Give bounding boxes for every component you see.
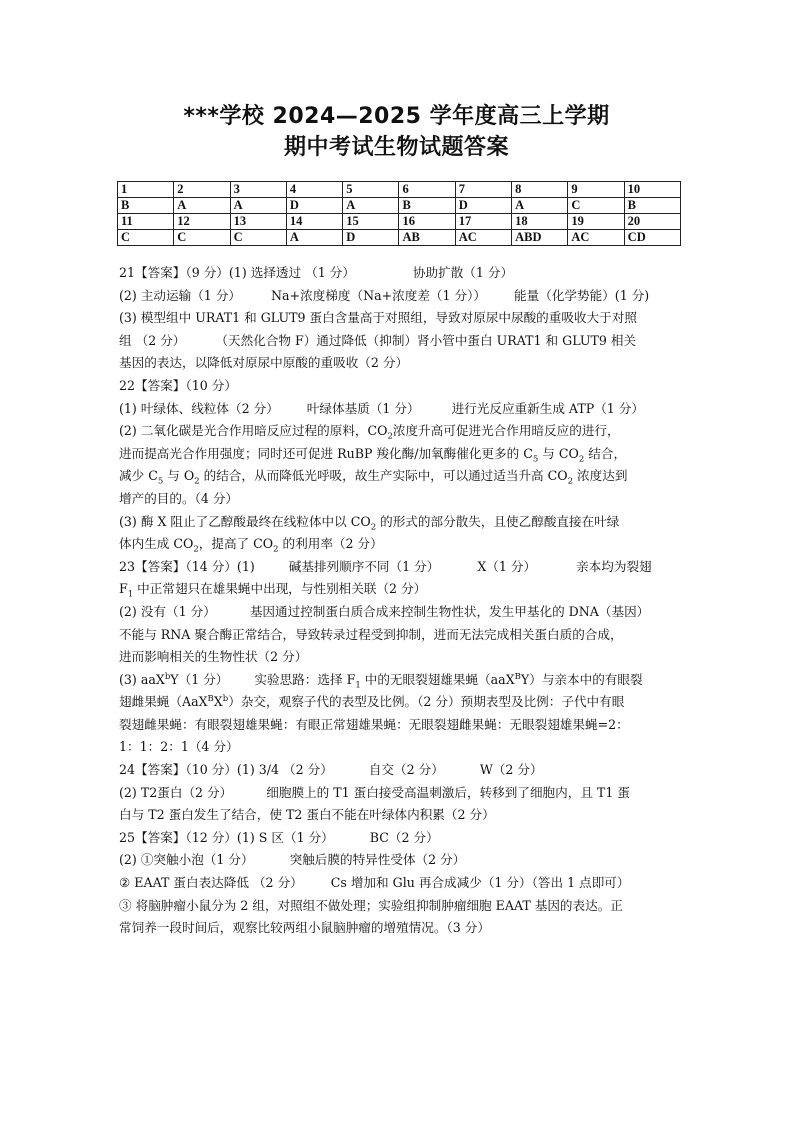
q22-heading: 22【答案】（10 分） bbox=[119, 377, 237, 393]
table-cell: A bbox=[174, 198, 230, 214]
q23-1c: X（1 分） bbox=[477, 558, 537, 574]
q22-line4 bbox=[119, 465, 681, 488]
q23-line3 bbox=[119, 601, 681, 624]
table-cell: A bbox=[286, 230, 342, 246]
q22-line7 bbox=[119, 533, 681, 556]
table-cell: 6 bbox=[399, 182, 455, 198]
q23-3a-1: (3) aaX bbox=[119, 671, 165, 687]
q23-2d: 进而影响相关的生物性状（2 分） bbox=[119, 649, 308, 665]
q25-2c: ② EAAT 蛋白表达降低 （2 分） bbox=[119, 875, 303, 891]
q23-1b: 碱基排列顺序不同（1 分） bbox=[288, 558, 440, 574]
q22-2b-2: 与 CO bbox=[538, 445, 579, 461]
q21-answer-3d: 基因的表达，以降低对原尿中原酸的重吸收（2 分） bbox=[119, 355, 409, 371]
table-cell: 9 bbox=[568, 182, 624, 198]
q22-3b-3: 的利用率（2 分） bbox=[278, 536, 383, 552]
table-cell: 13 bbox=[230, 214, 286, 230]
q22-2c-3: 的结合，从而降低光呼吸，故生产实际中，可以通过适当升高 CO bbox=[199, 468, 568, 484]
table-cell: A bbox=[512, 198, 568, 214]
q24-line1 bbox=[119, 759, 681, 782]
q23-3c: 裂翅雌果蝇：有眼裂翅雄果蝇：有眼正常翅雄果蝇：无眼裂翅雌果蝇：无眼裂翅雄果蝇=2： bbox=[119, 716, 629, 732]
q22-3a-2: 的形式的部分散失，且使乙醇酸直接在叶绿 bbox=[376, 513, 620, 529]
q22-2c-1: 减少 C bbox=[119, 468, 158, 484]
table-row bbox=[118, 182, 681, 198]
table-cell: A bbox=[230, 198, 286, 214]
superscript: B bbox=[207, 694, 214, 705]
table-cell: 12 bbox=[174, 214, 230, 230]
table-cell: 1 bbox=[118, 182, 174, 198]
table-cell: 3 bbox=[230, 182, 286, 198]
q23-heading: 23【答案】（14 分）(1) bbox=[119, 558, 255, 574]
q25-3b: 常饲养一段时间后，观察比较两组小鼠脑肿瘤的增殖情况。（3 分） bbox=[119, 920, 490, 936]
q23-2b: 基因通过控制蛋白质合成来控制生物性状，发生甲基化的 DNA（基因） bbox=[249, 603, 650, 619]
answer-table bbox=[117, 181, 681, 246]
q25-3a: ③ 将脑肿瘤小鼠分为 2 组，对照组不做处理；实验组抑制肿瘤细胞 EAAT 基因的表达。正 bbox=[119, 897, 623, 913]
q23-1d: 亲本均为裂翅 bbox=[576, 558, 652, 574]
q25-line4 bbox=[119, 895, 681, 918]
q25-line5 bbox=[119, 917, 681, 940]
q24-1c: W（2 分） bbox=[479, 762, 543, 778]
q23-3d: 1：1：2：1（4 分） bbox=[119, 739, 239, 755]
q22-2b-3: 结合， bbox=[584, 445, 627, 461]
q23-1e-1: F bbox=[119, 581, 128, 597]
q22-2a-post: 浓度升高可促进光合作用暗反应的进行， bbox=[392, 423, 620, 439]
table-cell: AC bbox=[455, 230, 511, 246]
page-title-line1: ***学校 2024—2025 学年度高三上学期 bbox=[183, 104, 610, 129]
q21-answer-3a: (3) 模型组中 URAT1 和 GLUT9 蛋白含量高于对照组，导致对原尿中尿酸的重吸收大于对照 bbox=[119, 310, 637, 326]
table-cell: 11 bbox=[118, 214, 174, 230]
q25-2b: 突触后膜的特异性受体（2 分） bbox=[289, 852, 466, 868]
q22-line1 bbox=[119, 398, 681, 421]
q21-answer-1b: 协助扩散（1 分） bbox=[412, 265, 514, 280]
q25-line1 bbox=[119, 827, 681, 850]
q21-answer-2a: (2) 主动运输（1 分） bbox=[119, 287, 242, 303]
q23-line8 bbox=[119, 714, 681, 737]
table-cell: AC bbox=[568, 230, 624, 246]
subscript: 2 bbox=[370, 522, 377, 533]
table-cell: 14 bbox=[286, 214, 342, 230]
q22-2d: 增产的目的。（4 分） bbox=[119, 490, 239, 506]
table-cell: AB bbox=[399, 230, 455, 246]
q23-line6 bbox=[119, 669, 681, 692]
q23-3a-4: 中的无眼裂翅雄果蝇（aaX bbox=[360, 671, 515, 687]
superscript: B bbox=[514, 671, 521, 682]
q21-line5 bbox=[119, 352, 681, 375]
subscript: 1 bbox=[127, 589, 134, 600]
q22-answer-1a: (1) 叶绿体、线粒体（2 分） bbox=[119, 400, 279, 416]
subscript: 1 bbox=[355, 680, 361, 691]
table-cell: 8 bbox=[512, 182, 568, 198]
q23-1e-2: 中正常翅只在雄果蝇中出现，与性别相关联（2 分） bbox=[133, 581, 427, 597]
q25-line2 bbox=[119, 849, 681, 872]
table-cell: 18 bbox=[512, 214, 568, 230]
subscript: 2 bbox=[567, 476, 574, 487]
q21-answer-3b: 组 （2 分） bbox=[119, 332, 186, 348]
q21-answer-3c: （天然化合物 F）通过降低（抑制）肾小管中蛋白 URAT1 和 GLUT9 相关 bbox=[215, 332, 637, 348]
subscript: 2 bbox=[193, 544, 199, 555]
q21-line1 bbox=[119, 262, 681, 285]
table-cell: 7 bbox=[455, 182, 511, 198]
q24-1b: 自交（2 分） bbox=[368, 762, 444, 778]
table-cell: B bbox=[624, 198, 680, 214]
table-row bbox=[118, 230, 681, 246]
q25-2d: Cs 增加和 Glu 再合成减少（1 分）（答出 1 点即可） bbox=[330, 875, 630, 891]
q22-answer-1c: 进行光反应重新生成 ATP（1 分） bbox=[451, 400, 645, 416]
q22-answer-1b: 叶绿体基质（1 分） bbox=[306, 400, 420, 416]
table-cell: D bbox=[286, 198, 342, 214]
table-row bbox=[118, 214, 681, 230]
table-cell: B bbox=[399, 198, 455, 214]
q24-heading: 24【答案】（10 分）(1) 3/4 （2 分） bbox=[119, 762, 333, 778]
q23-line5 bbox=[119, 646, 681, 669]
q23-2a: (2) 没有（1 分） bbox=[119, 603, 216, 619]
table-cell: ABD bbox=[512, 230, 568, 246]
subscript: 5 bbox=[157, 476, 164, 487]
subscript: 2 bbox=[578, 454, 585, 465]
q25-heading: 25【答案】（12 分）(1) S 区（1 分） bbox=[119, 829, 334, 845]
page-title-line2: 期中考试生物试题答案 bbox=[283, 135, 509, 160]
table-cell: 15 bbox=[343, 214, 399, 230]
q25-1b: BC（2 分） bbox=[369, 829, 439, 845]
q23-line4 bbox=[119, 624, 681, 647]
subscript: 2 bbox=[273, 544, 279, 555]
q22-line2 bbox=[119, 420, 681, 443]
q23-2c: 不能与 RNA 聚合酶正常结合，导致转录过程受到抑制，进而无法完成相关蛋白质的合成， bbox=[119, 626, 623, 642]
q22-2a-pre: (2) 二氧化碳是光合作用暗反应过程的原料，CO bbox=[119, 423, 388, 439]
q23-line2 bbox=[119, 578, 681, 601]
q21-line4 bbox=[119, 330, 681, 353]
q21-answer-2c: 能量（化学势能）(1 分) bbox=[514, 287, 650, 303]
q21-line3 bbox=[119, 307, 681, 330]
answer-body bbox=[119, 262, 681, 940]
table-cell: CD bbox=[624, 230, 680, 246]
table-cell: C bbox=[174, 230, 230, 246]
q22-2b-1: 进而提高光合作用强度；同时还可促进 RuBP 羧化酶/加氧酶催化更多的 C bbox=[119, 445, 533, 461]
q24-line2 bbox=[119, 782, 681, 805]
table-cell: C bbox=[568, 198, 624, 214]
q22-2c-2: 与 O bbox=[163, 468, 195, 484]
table-cell: 5 bbox=[343, 182, 399, 198]
table-cell: B bbox=[118, 198, 174, 214]
subscript: 5 bbox=[532, 454, 539, 465]
q23-3a-2: Y（1 分） bbox=[170, 671, 229, 687]
q22-line6 bbox=[119, 511, 681, 534]
q21-line2 bbox=[119, 285, 681, 308]
table-cell: C bbox=[230, 230, 286, 246]
table-cell: D bbox=[343, 230, 399, 246]
q25-line3 bbox=[119, 872, 681, 895]
q24-2b: 细胞膜上的 T1 蛋白接受高温刺激后，转移到了细胞内，且 T1 蛋 bbox=[266, 784, 630, 800]
q22-line5 bbox=[119, 488, 681, 511]
table-cell: 20 bbox=[624, 214, 680, 230]
table-cell: C bbox=[118, 230, 174, 246]
q22-3b-2: ，提高了 CO bbox=[198, 536, 274, 552]
q25-2a: (2) ①突触小泡（1 分） bbox=[119, 852, 254, 868]
table-cell: 4 bbox=[286, 182, 342, 198]
q23-3b-3: ）杂交，观察子代的表型及比例。（2 分）预期表型及比例：子代中有眼 bbox=[228, 694, 625, 710]
q23-3a-3: 实验思路：选择 F bbox=[254, 671, 356, 687]
q23-line7 bbox=[119, 691, 681, 714]
q23-line9 bbox=[119, 736, 681, 759]
q22-3a-1: (3) 酶 X 阻止了乙醇酸最终在线粒体中以 CO bbox=[119, 513, 371, 529]
table-row bbox=[118, 198, 681, 214]
table-cell: 2 bbox=[174, 182, 230, 198]
q24-2a: (2) T2蛋白（2 分） bbox=[119, 784, 233, 800]
superscript: b bbox=[222, 694, 229, 705]
q23-3a-5: Y）与亲本中的有眼裂 bbox=[520, 671, 643, 687]
q24-2c: 白与 T2 蛋白发生了结合，使 T2 蛋白不能在叶绿体内积累（2 分） bbox=[119, 807, 495, 823]
table-cell: A bbox=[343, 198, 399, 214]
table-cell: 10 bbox=[624, 182, 680, 198]
subscript: 2 bbox=[194, 476, 200, 487]
q21-answer-2b: Na+浓度梯度（Na+浓度差（1 分）） bbox=[271, 287, 487, 303]
q23-3b-1: 翅雌果蝇（AaX bbox=[119, 694, 208, 710]
q23-line1 bbox=[119, 556, 681, 579]
table-cell: 17 bbox=[455, 214, 511, 230]
q21-heading: 21【答案】（9 分）(1) 选择透过 （1 分） bbox=[119, 265, 355, 280]
superscript: b bbox=[164, 671, 171, 682]
table-cell: 16 bbox=[399, 214, 455, 230]
q22-3b-1: 体内生成 CO bbox=[119, 536, 194, 552]
subscript: 2 bbox=[387, 431, 393, 442]
q22-heading-line bbox=[119, 375, 681, 398]
q22-2c-4: 浓度达到 bbox=[573, 468, 628, 484]
q22-line3 bbox=[119, 443, 681, 466]
q23-3b-2: X bbox=[213, 694, 223, 710]
table-cell: 19 bbox=[568, 214, 624, 230]
table-cell: D bbox=[455, 198, 511, 214]
q24-line3 bbox=[119, 804, 681, 827]
